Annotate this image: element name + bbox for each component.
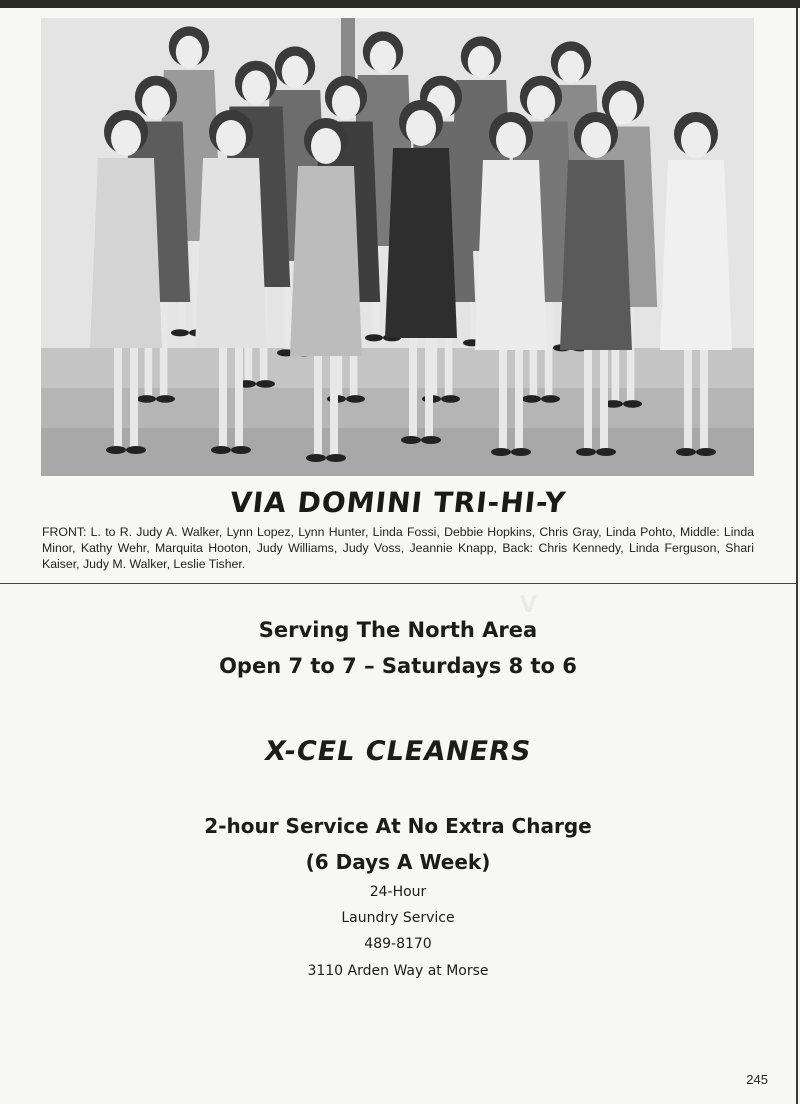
person-leg <box>425 338 433 438</box>
person-leg <box>114 348 122 448</box>
ad-brand-name: X-CEL CLEANERS <box>262 736 534 767</box>
person-face <box>581 122 611 158</box>
person-shoe <box>365 334 383 341</box>
person-shoe <box>623 400 642 408</box>
person-shoe <box>491 448 511 456</box>
person-shoe <box>511 448 531 456</box>
person-dress <box>560 160 632 350</box>
person-dress <box>475 160 547 350</box>
person-face <box>609 90 637 124</box>
person-face <box>242 70 270 104</box>
person-face <box>527 85 555 119</box>
page-top-edge <box>0 0 800 8</box>
person-shoe <box>231 446 251 454</box>
person-face <box>681 122 711 158</box>
photo-post <box>341 18 355 78</box>
person-shoe <box>326 454 346 462</box>
person-leg <box>314 356 322 456</box>
ad-laundry-service: Laundry Service <box>341 910 455 926</box>
person-leg <box>600 350 608 450</box>
person-face <box>332 85 360 119</box>
ad-service-days: (6 Days A Week) <box>305 850 491 874</box>
person-shoe <box>106 446 126 454</box>
person-face <box>111 120 141 156</box>
person-shoe <box>156 395 175 403</box>
person-face <box>311 128 341 164</box>
person-shoe <box>441 395 460 403</box>
person-shoe <box>522 395 541 403</box>
person-face <box>370 41 396 73</box>
bleed-through-mark: V <box>520 593 538 618</box>
person-shoe <box>171 329 189 336</box>
person-dress <box>385 148 457 338</box>
person-leg <box>515 350 523 450</box>
ad-24-hour: 24-Hour <box>369 884 427 900</box>
yearbook-page <box>0 8 798 1104</box>
person-leg <box>700 350 708 450</box>
person-dress <box>660 160 732 350</box>
person-leg <box>130 348 138 448</box>
ad-phone: 489-8170 <box>364 936 432 952</box>
photo-caption: FRONT: L. to R. Judy A. Walker, Lynn Lopez, Lynn Hunter, Linda Fossi, Debbie Hopkins, Chris Gray, Linda Pohto, Middle: Linda Minor, Kathy Wehr, Marquita Hooton, Judy Williams, Judy Voss, Jeannie Knapp, Back: Chris Kennedy, Linda Ferguson, Shari Kaiser, Judy M. Walker, Leslie Tisher. <box>42 525 754 571</box>
person-dress <box>90 158 162 348</box>
person-leg <box>219 348 227 448</box>
person-shoe <box>696 448 716 456</box>
person-shoe <box>137 395 156 403</box>
group-photo <box>41 18 754 476</box>
person-face <box>496 122 526 158</box>
section-divider <box>0 583 796 584</box>
person-dress <box>195 158 267 348</box>
person-leg <box>235 348 243 448</box>
person-leg <box>584 350 592 450</box>
person-shoe <box>596 448 616 456</box>
person-face <box>216 120 246 156</box>
person-shoe <box>306 454 326 462</box>
person-shoe <box>126 446 146 454</box>
person-shoe <box>676 448 696 456</box>
person-shoe <box>401 436 421 444</box>
person-face <box>406 110 436 146</box>
person-leg <box>330 356 338 456</box>
group-photo-drawing <box>41 18 754 476</box>
person-face <box>142 85 170 119</box>
ad-hours: Open 7 to 7 – Saturdays 8 to 6 <box>219 654 577 678</box>
person-leg <box>160 302 168 397</box>
person-face <box>558 51 584 83</box>
ad-tagline: Serving The North Area <box>258 618 538 642</box>
person-shoe <box>421 436 441 444</box>
person-dress <box>290 166 362 356</box>
person-shoe <box>576 448 596 456</box>
person-shoe <box>541 395 560 403</box>
person-face <box>282 56 308 88</box>
page-number: 245 <box>746 1072 768 1087</box>
photo-step-lower <box>41 428 754 476</box>
person-leg <box>409 338 417 438</box>
club-title: VIA DOMINI TRI-HI-Y <box>228 486 568 519</box>
person-leg <box>499 350 507 450</box>
ad-service-offer: 2-hour Service At No Extra Charge <box>204 814 592 838</box>
ad-address: 3110 Arden Way at Morse <box>307 963 489 979</box>
person-face <box>176 36 202 68</box>
person-leg <box>684 350 692 450</box>
person-shoe <box>256 380 275 388</box>
person-face <box>468 46 494 78</box>
person-shoe <box>211 446 231 454</box>
person-shoe <box>346 395 365 403</box>
